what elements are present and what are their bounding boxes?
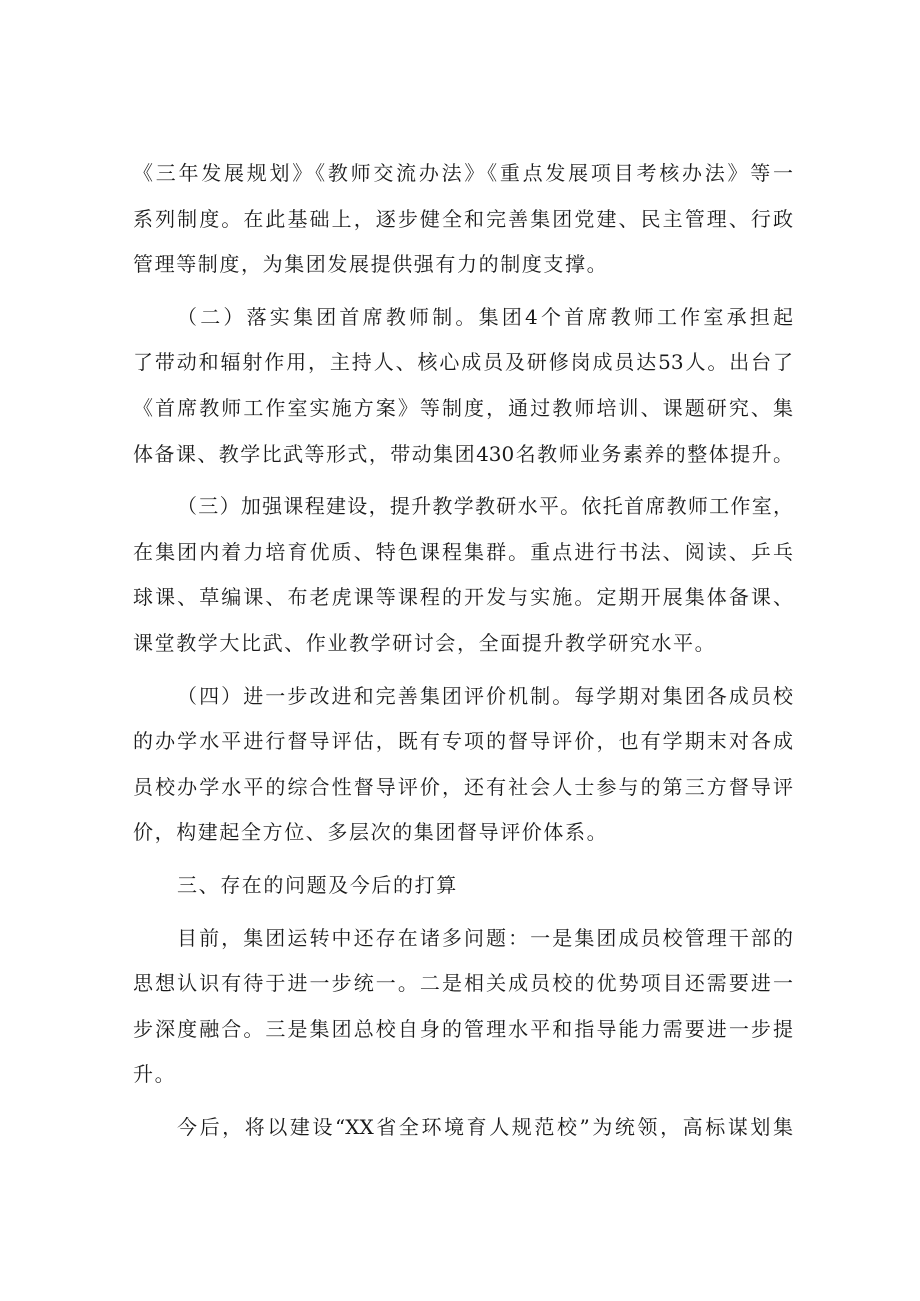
text-line: 球课、草编课、布老虎课等课程的开发与实施。定期开展集体备课、 [133, 585, 793, 610]
text-line: （三）加强课程建设，提升教学教研水平。依托首席教师工作室， [177, 494, 793, 519]
text-line: 体备课、教学比武等形式，带动集团430名教师业务素养的整体提升。 [133, 441, 793, 466]
text-line: 思想认识有待于进一步统一。二是相关成员校的优势项目还需要进一 [133, 971, 793, 996]
text-line: 《三年发展规划》《教师交流办法》《重点发展项目考核办法》等一 [133, 161, 793, 185]
text-line: 目前，集团运转中还存在诸多问题：一是集团成员校管理干部的 [177, 925, 793, 950]
text-line: 员校办学水平的综合性督导评价，还有社会人士参与的第三方督导评 [133, 774, 793, 799]
text-line: 课堂教学大比武、作业教学研讨会，全面提升教学研究水平。 [133, 630, 717, 655]
paragraph-chief-teacher [133, 295, 793, 477]
section-heading [133, 863, 793, 909]
text-line: 了带动和辐射作用，主持人、核心成员及研修岗成员达53人。出台了 [133, 350, 793, 375]
text-line: 系列制度。在此基础上，逐步健全和完善集团党建、民主管理、行政 [133, 206, 793, 231]
text-line: 今后，将以建设“XX省全环境育人规范校”为统领，高标谋划集 [177, 1114, 793, 1139]
text-line: 在集团内着力培育优质、特色课程集群。重点进行书法、阅读、乒乓 [133, 539, 793, 564]
text-line: 管理等制度，为集团发展提供强有力的制度支撑。 [133, 252, 609, 277]
text-line: （四）进一步改进和完善集团评价机制。每学期对集团各成员校 [177, 683, 793, 708]
section-heading-text: 三、存在的问题及今后的打算 [177, 872, 458, 897]
paragraph-curriculum [133, 484, 793, 666]
text-line: （二）落实集团首席教师制。集团4个首席教师工作室承担起 [177, 304, 793, 329]
text-line: 升。 [133, 1062, 177, 1087]
paragraph-evaluation [133, 674, 793, 856]
text-line: 《首席教师工作室实施方案》等制度，通过教师培训、课题研究、集 [133, 395, 793, 420]
paragraph-plans [133, 1105, 793, 1151]
paragraph-regulations [133, 151, 793, 288]
paragraph-problems [133, 916, 793, 1098]
document-body [133, 151, 793, 1150]
text-line: 的办学水平进行督导评估，既有专项的督导评价，也有学期末对各成 [133, 729, 793, 754]
text-line: 价，构建起全方位、多层次的集团督导评价体系。 [133, 820, 609, 845]
text-line: 步深度融合。三是集团总校自身的管理水平和指导能力需要进一步提 [133, 1016, 793, 1041]
